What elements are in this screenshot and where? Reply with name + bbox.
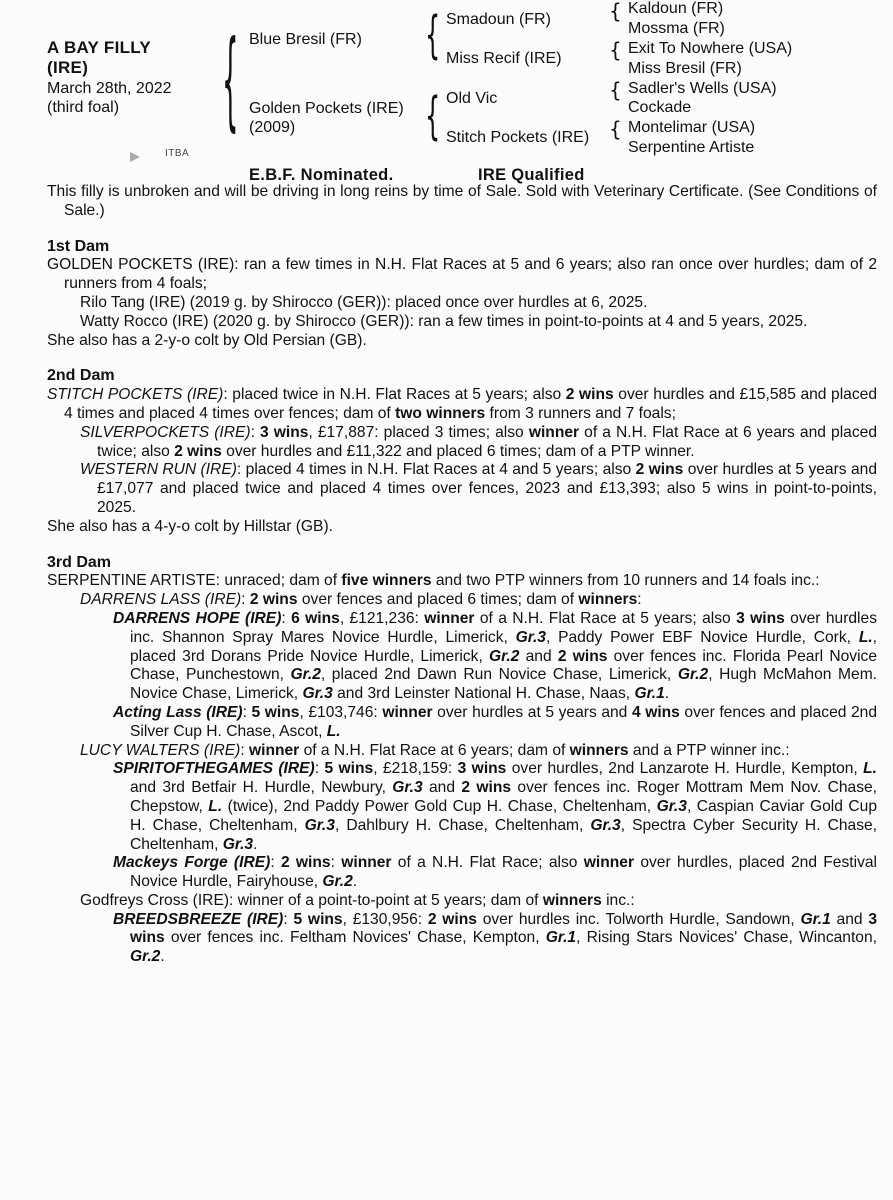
dam-dam: Stitch Pockets (IRE): [446, 129, 590, 146]
second-dam-entry: STITCH POCKETS (IRE): placed twice in N.H. Flat Races at 5 years; also 2 wins over hurdles and £15,585 and placed 4 times and placed 4 times over fences; dam of two winners from 3 runners and 7 foals;: [47, 386, 877, 422]
sire-dam: Miss Recif (IRE): [446, 50, 562, 67]
sire-brace: {: [425, 6, 441, 65]
produce-acting-lass: Acting Lass (IRE): 5 wins, £103,746: winner over hurdles at 5 years and 4 wins over fences and placed 2nd Silver Cup H. Chase, Ascot, L.: [113, 703, 878, 740]
sire-dam-sire: Exit To Nowhere (USA): [628, 40, 793, 57]
second-dam-also: She also has a 4-y-o colt by Hillstar (GB).: [47, 517, 333, 535]
sd-brace: {: [609, 38, 622, 62]
dam-sire-sire: Sadler's Wells (USA): [628, 80, 777, 97]
foaled-date: March 28th, 2022: [47, 80, 172, 97]
sire-sire-dam: Mossma (FR): [628, 20, 725, 37]
section-heading-1st-dam: 1st Dam: [47, 237, 110, 255]
logo-mark-icon: [130, 152, 140, 162]
section-heading-3rd-dam: 3rd Dam: [47, 553, 112, 571]
sire-name: Blue Bresil (FR): [249, 31, 362, 48]
foal-number: (third foal): [47, 99, 120, 116]
produce-rilo-tang: Rilo Tang (IRE) (2019 g. by Shirocco (GER)): placed once over hurdles at 6, 2025.: [80, 293, 648, 311]
produce-watty-rocco: Watty Rocco (IRE) (2020 g. by Shirocco (GER)): ran a few times in point-to-points at 4 and 5 years, 2025.: [80, 312, 808, 330]
produce-spiritofthegames: SPIRITOFTHEGAMES (IRE): 5 wins, £218,159: 3 wins over hurdles, 2nd Lanzarote H. Hurdle, Kempton, L. and 3rd Betfair H. Hurdle, Newbury, Gr.3 and 2 wins over fences inc. Roger Mottram Mem Nov. Chase, Chepstow, L. (twice), 2nd Paddy Power Gold Cup H. Chase, Cheltenham, Gr.3, Caspian Caviar Gold Cup H. Chase, Cheltenham, Gr.3, Dahlbury H. Chase, Cheltenham, Gr.3, Spectra Cyber Security H. Chase, Cheltenham, Gr.3.: [113, 760, 878, 853]
produce-lucy-walters: LUCY WALTERS (IRE): winner of a N.H. Flat Race at 6 years; dam of winners and a PTP winner inc.:: [80, 741, 790, 759]
horse-name: SPIRITOFTHEGAMES (IRE): [113, 760, 315, 778]
sire-sire-sire: Kaldoun (FR): [628, 0, 724, 17]
dam-dam-sire: Montelimar (USA): [628, 119, 756, 136]
catalogue-text: [47, 183, 877, 967]
horse-name: DARRENS HOPE (IRE): [113, 609, 282, 627]
horse-name: LUCY WALTERS (IRE): [80, 741, 241, 759]
ss-brace: {: [609, 0, 622, 23]
pedigree-brace: {: [222, 22, 239, 145]
dd-brace: {: [609, 117, 622, 141]
lot-name-country: (IRE): [47, 58, 89, 77]
produce-western-run: WESTERN RUN (IRE): placed 4 times in N.H. Flat Races at 4 and 5 years; also 2 wins over hurdles at 5 years and £17,077 and placed twice and placed 4 times over fences, 2023 and £13,393; also 5 wins in point-to-points, 2025.: [80, 461, 877, 516]
dam-brace: {: [425, 87, 441, 146]
ebf-nominated: E.B.F. Nominated.: [249, 166, 394, 184]
ire-qualified: IRE Qualified: [478, 166, 585, 184]
sire-sire: Smadoun (FR): [446, 11, 551, 28]
produce-darrens-lass: DARRENS LASS (IRE): 2 wins over fences and placed 6 times; dam of winners:: [80, 591, 642, 609]
horse-name: DARRENS LASS (IRE): [80, 591, 242, 609]
produce-darrens-hope: DARRENS HOPE (IRE): 6 wins, £121,236: winner of a N.H. Flat Race at 5 years; also 3 wins over hurdles inc. Shannon Spray Mares Novice Hurdle, Limerick, Gr.3, Paddy Power EBF Novice Hurdle, Cork, L., placed 3rd Dorans Pride Novice Hurdle, Limerick, Gr.2 and 2 wins over fences inc. Florida Pearl Novice Chase, Punchestown, Gr.2, placed 2nd Dawn Run Novice Chase, Limerick, Gr.2, Hugh McMahon Mem. Novice Chase, Limerick, Gr.3 and 3rd Leinster National H. Chase, Naas, Gr.1.: [113, 609, 878, 703]
dam-sire-dam: Cockade: [628, 99, 692, 116]
dam-name: Golden Pockets (IRE): [249, 100, 404, 117]
first-dam-entry: GOLDEN POCKETS (IRE): ran a few times in N.H. Flat Races at 5 and 6 years; also ran once over hurdles; dam of 2 runners from 4 foals;: [47, 256, 877, 293]
horse-name: STITCH POCKETS (IRE): [47, 386, 224, 404]
produce-silverpockets: SILVERPOCKETS (IRE): 3 wins, £17,887: placed 3 times; also winner of a N.H. Flat Race at 6 years and placed twice; also 2 wins over hurdles and £11,322 and placed 6 times; dam of a PTP winner.: [80, 423, 877, 460]
section-heading-2nd-dam: 2nd Dam: [47, 367, 115, 385]
ds-brace: {: [609, 78, 622, 102]
horse-name: SILVERPOCKETS (IRE): [80, 423, 251, 441]
produce-mackeys-forge: Mackeys Forge (IRE): 2 wins: winner of a N.H. Flat Race; also winner over hurdles, placed 2nd Festival Novice Hurdle, Fairyhouse, Gr.2.: [113, 854, 878, 891]
produce-godfreys-cross: Godfreys Cross (IRE): winner of a point-to-point at 5 years; dam of winners inc.:: [80, 891, 635, 909]
itba-logo: [130, 146, 230, 170]
lot-name: A BAY FILLY: [47, 38, 152, 57]
horse-name: Mackeys Forge (IRE): [113, 854, 271, 872]
intro-text: This filly is unbroken and will be driving in long reins by time of Sale. Sold with Veterinary Certificate. (See Conditions of Sale.): [47, 183, 877, 219]
horse-name: WESTERN RUN (IRE): [80, 461, 237, 479]
first-dam-also: She also has a 2-y-o colt by Old Persian (GB).: [47, 331, 367, 349]
third-dam-entry: SERPENTINE ARTISTE: unraced; dam of five winners and two PTP winners from 10 runners and 14 foals inc.:: [47, 572, 820, 590]
sire-dam-dam: Miss Bresil (FR): [628, 60, 742, 77]
horse-name: BREEDSBREEZE (IRE): [113, 910, 284, 928]
produce-breedsbreeze: BREEDSBREEZE (IRE): 5 wins, £130,956: 2 wins over hurdles inc. Tolworth Hurdle, Sandown, Gr.1 and 3 wins over fences inc. Feltham Novices' Chase, Kempton, Gr.1, Rising Stars Novices' Chase, Wincanton, Gr.2.: [113, 910, 878, 966]
logo-text: ITBA: [165, 148, 190, 159]
horse-name: Acting Lass (IRE): [113, 703, 243, 721]
dam-year: (2009): [249, 119, 296, 136]
dam-dam-dam: Serpentine Artiste: [628, 139, 755, 156]
dam-sire: Old Vic: [446, 90, 498, 107]
